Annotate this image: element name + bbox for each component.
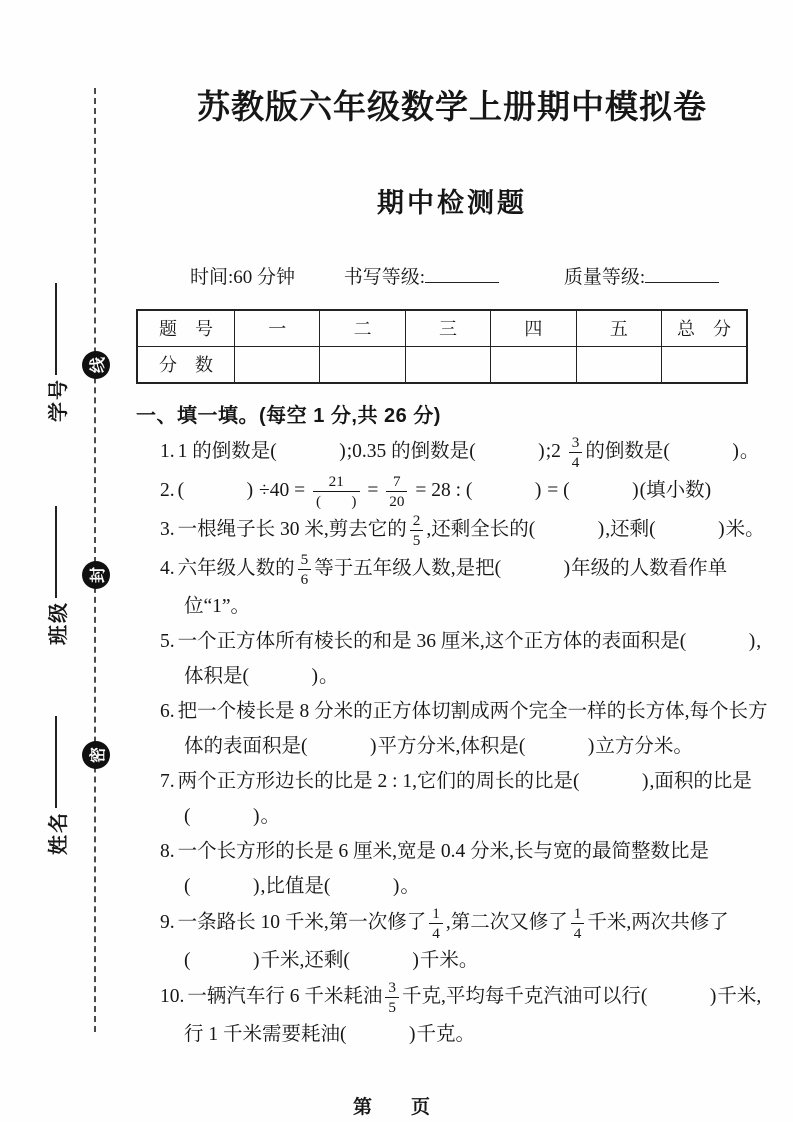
score-empty-cell: [235, 346, 320, 383]
question-number: 7.: [160, 770, 175, 792]
fraction: [410, 511, 424, 550]
fraction-numerator: 3: [569, 433, 583, 453]
score-row-label-cell: 分 数: [137, 346, 235, 383]
score-table-header-cell: 总 分: [662, 310, 747, 347]
section-1-heading: 一、填一填。(每空 1 分,共 26 分): [136, 404, 441, 427]
writing-grade-blank-line: [425, 282, 499, 283]
time-limit-label: 时间:60 分钟: [190, 266, 296, 288]
score-table-header-cell: 四: [491, 310, 576, 347]
question: 2. ( ) ÷40 = $\frac{21}{( )}$ = $\frac{7}{20}$ = 28 : ( ) = ( )(填小数): [160, 472, 712, 510]
fraction-denominator: 4: [573, 924, 582, 942]
seal-char-badge-feng: [82, 561, 110, 589]
answer-blank: ( ): [679, 630, 757, 652]
score-table-header-cell: 三: [405, 310, 490, 347]
question: 6. 把一个棱长是 8 分米的正方体切割成两个完全一样的长方体,每个长方体的表面积是( )平方分米,体积是( )立方分米。: [160, 700, 768, 757]
student-number-field: [43, 272, 69, 422]
name-field: [43, 705, 69, 855]
answer-blank: ( ): [184, 949, 261, 971]
fraction: [385, 978, 399, 1017]
answer-blank: ( ): [563, 479, 640, 501]
fraction-numerator: 1: [571, 904, 585, 924]
answer-blank: ( ): [573, 770, 650, 792]
score-table-header-row: [137, 310, 747, 347]
question: 8. 一个长方形的长是 6 厘米,宽是 0.4 分米,长与宽的最简整数比是( ),比值是( )。: [160, 840, 710, 897]
fraction-denominator: 4: [571, 453, 580, 471]
questions: [136, 433, 768, 1052]
seal-char-badge-mi: [82, 741, 110, 769]
answer-blank: ( ): [270, 440, 347, 462]
writing-grade-label: 书写等级:: [343, 266, 426, 288]
fraction: [429, 904, 443, 943]
fraction-numerator: 2: [410, 511, 424, 531]
answer-blank: ( ): [494, 557, 572, 579]
main-content: [136, 86, 768, 1052]
question-number: 4.: [160, 557, 175, 579]
answer-blank: ( ): [242, 665, 320, 687]
fraction-numerator: 21: [313, 472, 360, 492]
answer-blank: ( ): [301, 735, 378, 757]
question-number: 3.: [160, 518, 175, 540]
answer-blank: ( ): [343, 949, 420, 971]
fraction: [313, 472, 360, 511]
question: 10. 一辆汽车行 6 千米耗油 $\frac{3}{5}$ 千克,平均每千克汽油可以行( )千米,行 1 千米需要耗油( )千克。: [160, 978, 762, 1045]
fraction-denominator: 5: [412, 531, 421, 549]
score-table: [136, 309, 748, 384]
name-blank-line: [55, 716, 57, 808]
answer-blank: ( ): [469, 440, 546, 462]
page-footer: 第 页: [352, 1097, 440, 1118]
score-table-header-cell: 五: [576, 310, 661, 347]
name-label: 姓名: [47, 811, 70, 855]
question-number: 5.: [160, 630, 175, 652]
answer-blank: ( ): [340, 1023, 417, 1045]
question: 9. 一条路长 10 千米,第一次修了 $\frac{1}{4}$ ,第二次又修了 $\frac{1}{4}$ 千米,两次共修了( )千米,还剩( )千米。: [160, 904, 729, 971]
score-empty-cell: [320, 346, 405, 383]
answer-blank: ( ): [649, 518, 726, 540]
paper-subtitle: 期中检测题: [377, 187, 527, 218]
fraction-numerator: 1: [429, 904, 443, 924]
answer-blank: ( ): [323, 875, 401, 897]
question-number: 9.: [160, 911, 175, 933]
question-number: 10.: [160, 985, 185, 1007]
score-table-header-cell: 一: [235, 310, 320, 347]
answer-blank: ( ): [465, 479, 543, 501]
score-table-header-cell: 二: [320, 310, 405, 347]
answer-blank: ( ): [184, 875, 261, 897]
fraction-denominator: 4: [432, 924, 440, 942]
question: 7. 两个正方形边长的比是 2 : 1,它们的周长的比是( ),面积的比是( )。: [160, 770, 752, 827]
fraction-numerator: 7: [386, 472, 407, 492]
answer-blank: ( ): [184, 805, 261, 827]
fraction: [298, 550, 312, 589]
fraction-denominator: 6: [300, 570, 309, 588]
question: 5. 一个正方体所有棱长的和是 36 厘米,这个正方体的表面积是( ),体积是( )。: [160, 630, 762, 687]
seal-char-label: 密: [89, 747, 107, 764]
fraction-denominator: 5: [388, 998, 396, 1016]
fraction: [569, 433, 583, 472]
quality-grade-blank-line: [645, 282, 719, 283]
score-empty-cell: [491, 346, 576, 383]
answer-blank: ( ): [640, 985, 718, 1007]
score-empty-cell: [405, 346, 490, 383]
fraction-denominator: 20: [389, 492, 405, 510]
score-table-header-cell: 题 号: [137, 310, 235, 347]
seal-char-badge-xian: [82, 351, 110, 379]
answer-blank: ( ): [177, 479, 255, 501]
question-number: 8.: [160, 840, 175, 862]
student-number-label: 学号: [47, 378, 70, 422]
answer-blank: ( ): [518, 735, 596, 757]
score-empty-cell: [576, 346, 661, 383]
fraction: [386, 472, 407, 511]
question-number: 2.: [160, 479, 175, 501]
seal-char-label: 线: [89, 357, 107, 374]
class-blank-line: [55, 506, 57, 598]
score-empty-cell: [662, 346, 747, 383]
question-number: 1.: [160, 440, 175, 462]
fraction-denominator: ( ): [315, 492, 357, 510]
student-number-blank-line: [55, 283, 57, 375]
question: 4. 六年级人数的 $\frac{5}{6}$ 等于五年级人数,是把( )年级的人数看作单位“1”。: [160, 550, 728, 617]
score-table-score-row: [137, 346, 747, 383]
class-label: 班级: [47, 601, 70, 645]
fraction: [571, 904, 585, 943]
paper-title: 苏教版六年级数学上册期中模拟卷: [197, 88, 707, 125]
question: 1. 1 的倒数是( );0.35 的倒数是( );2 $\frac{3}{4}$ 的倒数是( )。: [160, 433, 760, 471]
answer-blank: ( ): [663, 440, 740, 462]
fraction-numerator: 3: [385, 978, 399, 998]
question: 3. 一根绳子长 30 米,剪去它的 $\frac{2}{5}$ ,还剩全长的( ),还剩( )米。: [160, 511, 765, 549]
answer-blank: ( ): [528, 518, 606, 540]
exam-info-line: [136, 262, 768, 289]
seal-char-label: 封: [89, 567, 107, 584]
question-number: 6.: [160, 700, 175, 722]
quality-grade-label: 质量等级:: [563, 266, 646, 288]
seal-dashed-line: [94, 88, 96, 1032]
fraction-numerator: 5: [298, 550, 312, 570]
class-field: [43, 495, 69, 645]
